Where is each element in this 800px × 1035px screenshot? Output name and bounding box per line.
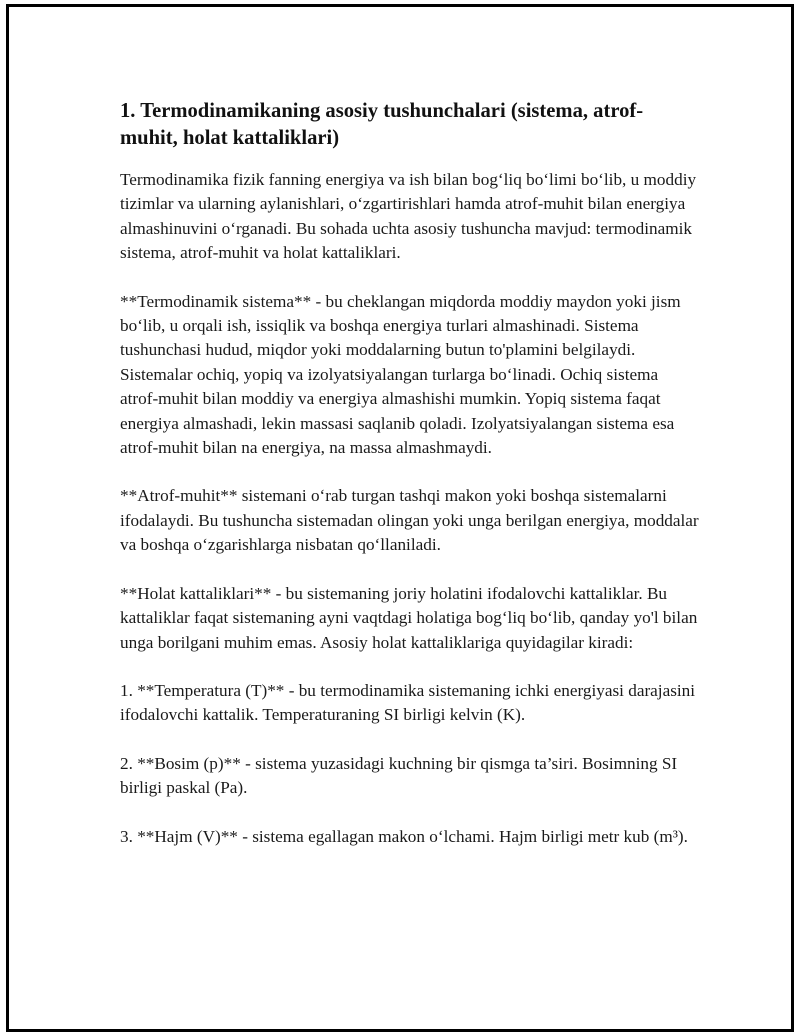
system-paragraph: **Termodinamik sistema** - bu cheklangan miqdorda moddiy maydon yoki jism bo‘lib, u orqali ish, issiqlik va boshqa energiya turlari almashinadi. Sistema tushunchasi hudud, miqdor yoki moddalarning butun to'plamini belgilaydi. Sistemalar ochiq, yopiq va izolyatsiyalangan turlarga bo‘linadi. Ochiq sistema atrof-muhit bilan moddiy va energiya almashishi mumkin. Yopiq sistema faqat energiya almashadi, lekin massasi saqlanib qoladi. Izolyatsiyalangan sistema esa atrof-muhit bilan na energiya, na massa almashmaydi. xyxy=(120,291,681,458)
environment-paragraph: **Atrof-muhit** sistemani o‘rab turgan tashqi makon yoki boshqa sistemalarni ifodalaydi. Bu tushuncha sistemadan olingan yoki unga berilgan energiya, moddalar va boshqa o‘zgarishlarga nisbatan qo‘llaniladi. xyxy=(120,486,699,555)
section-heading: 1. Termodinamikaning asosiy tushunchalari (sistema, atrof-muhit, holat kattaliklari) xyxy=(120,100,644,149)
state-variables-paragraph: **Holat kattaliklari** - bu sistemaning joriy holatini ifodalovchi kattaliklar. Bu kattaliklar faqat sistemaning ayni vaqtdagi holatiga bog‘liq bo‘lib, qanday yo'l bilan unga borilgani muhim emas. Asosiy holat kattaliklariga quyidagilar kiradi: xyxy=(120,583,698,652)
document-body xyxy=(120,98,700,849)
intro-paragraph: Termodinamika fizik fanning energiya va ish bilan bog‘liq bo‘limi bo‘lib, u moddiy tizimlar va ularning aylanishlari, o‘zgartirishlari hamda atrof-muhit bilan energiya almashinuvini o‘rganadi. Bu sohada uchta asosiy tushuncha mavjud: termodinamik sistema, atrof-muhit va holat kattaliklari. xyxy=(120,170,697,263)
page-frame xyxy=(6,4,794,1032)
pressure-item: 2. **Bosim (p)** - sistema yuzasidagi kuchning bir qismga ta’siri. Bosimning SI birligi paskal (Pa). xyxy=(120,753,678,798)
temperature-item: 1. **Temperatura (T)** - bu termodinamika sistemaning ichki energiyasi darajasini ifodalovchi kattalik. Temperaturaning SI birligi kelvin (K). xyxy=(120,680,696,725)
volume-item: 3. **Hajm (V)** - sistema egallagan makon o‘lchami. Hajm birligi metr kub (m³). xyxy=(120,826,688,846)
